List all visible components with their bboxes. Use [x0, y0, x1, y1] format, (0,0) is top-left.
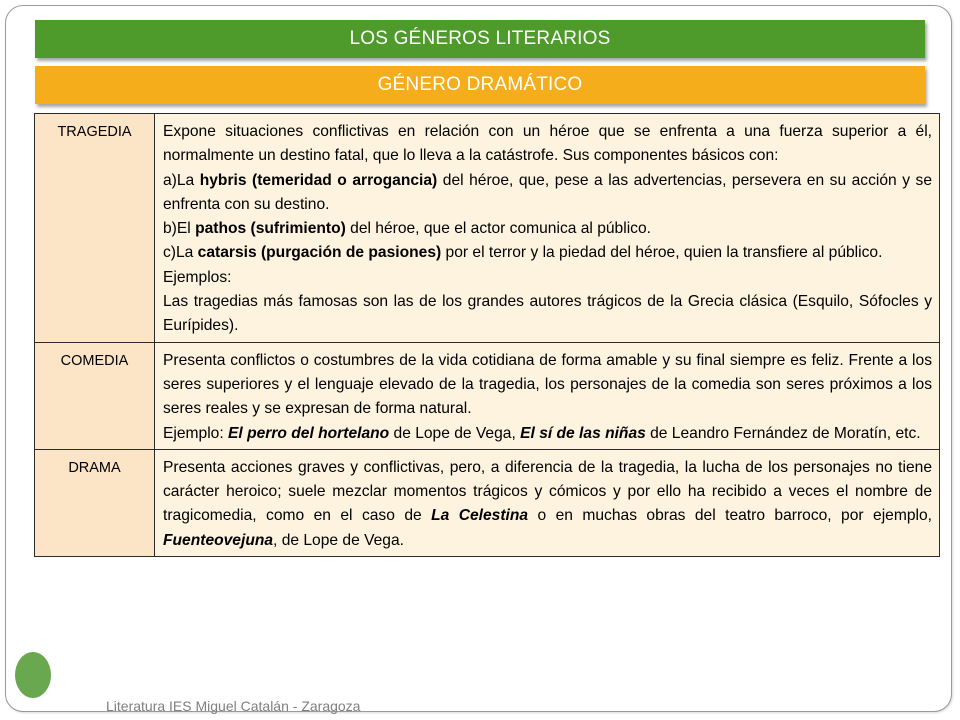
genre-description-comedia	[155, 342, 940, 449]
tragedia-component-a: a)La hybris (temeridad o arrogancia) del héroe, que, pese a las advertencias, persevera en su acción y se enfrenta con su destino.	[163, 171, 933, 213]
genre-label-comedia: COMEDIA	[35, 342, 155, 449]
genre-description-tragedia	[155, 114, 940, 343]
comedia-example: Ejemplo: El perro del hortelano de Lope de Vega, El sí de las niñas de Leandro Fernández de Moratín, etc.	[163, 424, 921, 442]
genre-label-tragedia: TRAGEDIA	[35, 114, 155, 343]
drama-text: Presenta acciones graves y conflictivas, pero, a diferencia de la tragedia, la lucha de los personajes no tiene carácter heroico; suele mezclar momentos trágicos y cómicos y por ello ha recibido a veces el nombre de tragicomedia, como en el caso de La Celestina o en muchas obras del teatro barroco, por ejemplo, Fuenteovejuna, de Lope de Vega.	[163, 458, 932, 549]
comedia-intro: Presenta conflictos o costumbres de la vida cotidiana de forma amable y su final siempre es feliz. Frente a los seres superiores y el lenguaje elevado de la tragedia, los personajes de la comedia son seres próximos a los seres reales y se expresan de forma natural.	[163, 351, 932, 418]
tragedia-intro: Expone situaciones conflictivas en relación con un héroe que se enfrenta a una fuerza superior a él, normalmente un destino fatal, que lo lleva a la catástrofe. Sus componentes básicos con:	[163, 123, 932, 165]
table-row-comedia	[35, 342, 940, 449]
genre-description-drama	[155, 449, 940, 556]
subtitle-bar	[35, 66, 925, 104]
footer-page-badge	[15, 652, 51, 698]
tragedia-examples-text: Las tragedias más famosas son las de los grandes autores trágicos de la Grecia clásica (Esquilo, Sófocles y Eurípides).	[163, 293, 932, 335]
title-bar	[35, 20, 925, 58]
tragedia-component-b: b)El pathos (sufrimiento) del héroe, que el actor comunica al público.	[163, 220, 651, 238]
table-row-drama	[35, 449, 940, 556]
genre-label-drama: DRAMA	[35, 449, 155, 556]
table-row-tragedia	[35, 114, 940, 343]
genres-table	[34, 113, 940, 557]
page-subtitle: GÉNERO DRAMÁTICO	[377, 74, 583, 95]
footer-credit: Literatura IES Miguel Catalán - Zaragoza	[106, 698, 361, 714]
page-title: LOS GÉNEROS LITERARIOS	[349, 28, 611, 49]
tragedia-examples-label: Ejemplos:	[163, 268, 232, 286]
tragedia-component-c: c)La catarsis (purgación de pasiones) por el terror y la piedad del héroe, quien la transfiere al público.	[163, 244, 883, 262]
